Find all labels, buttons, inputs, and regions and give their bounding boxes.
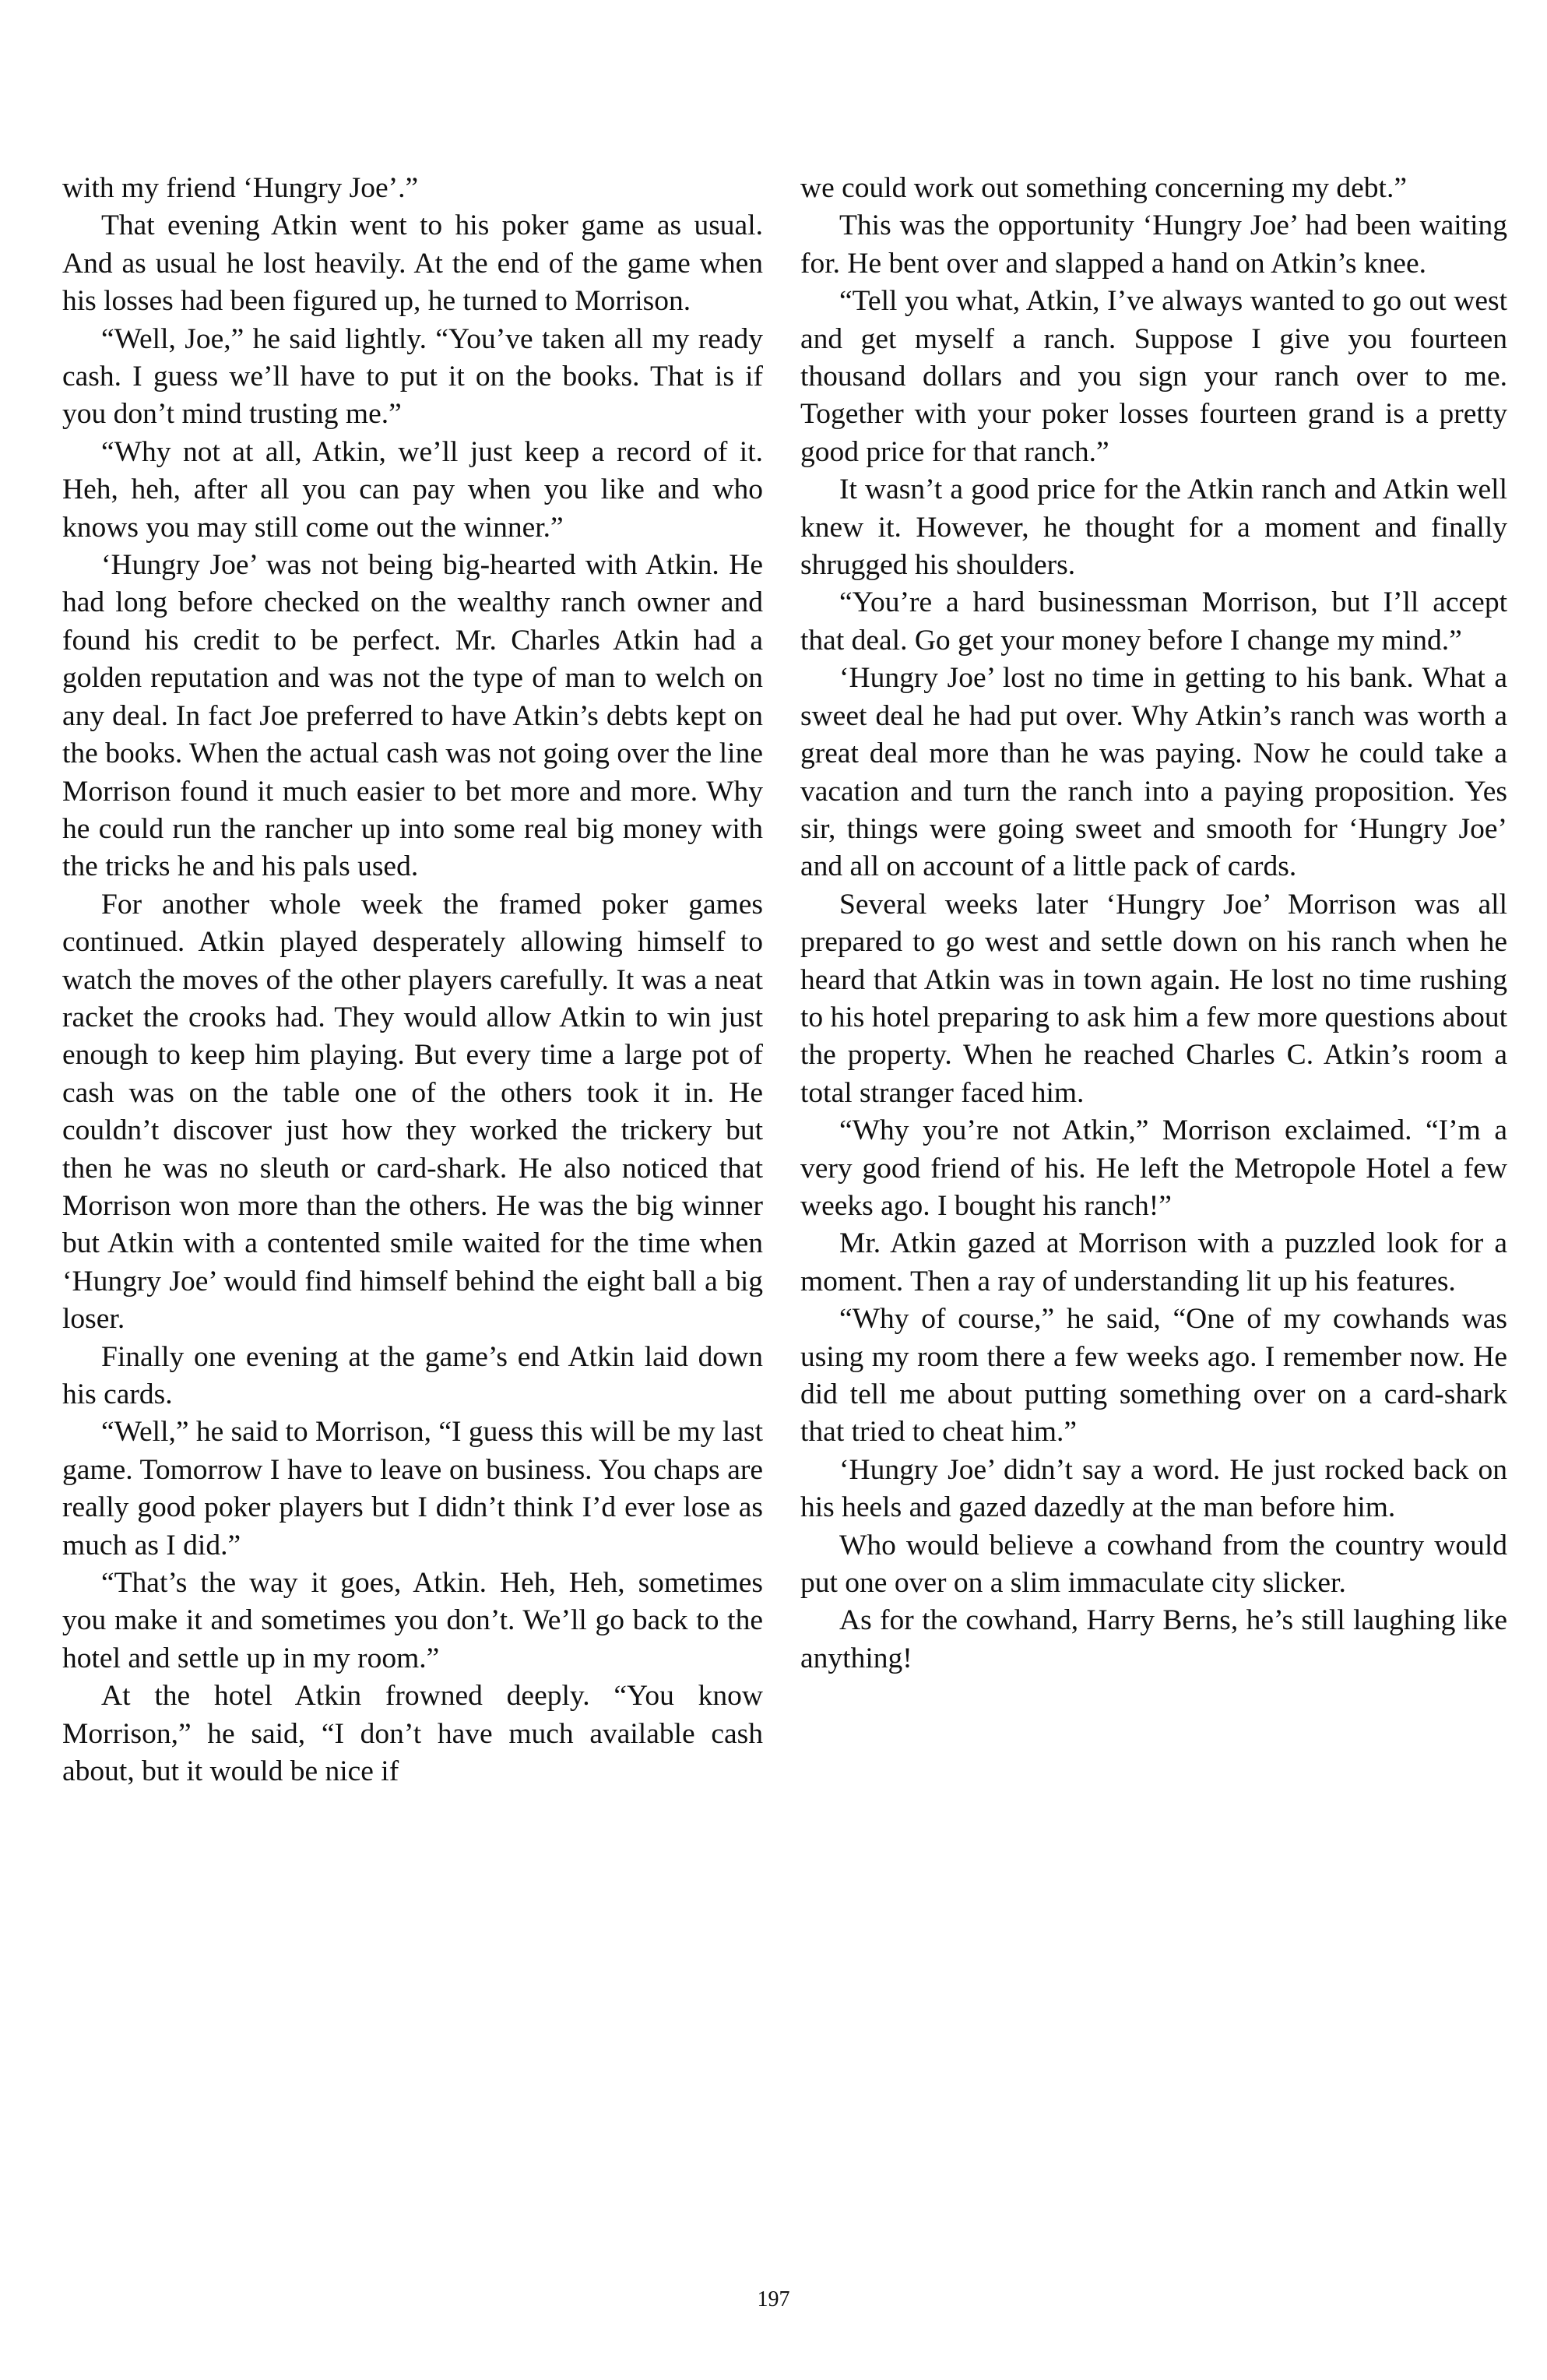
- paragraph: As for the cowhand, Harry Berns, he’s still laughing like anything!: [800, 1604, 1507, 1674]
- right-column: [800, 170, 1507, 1678]
- paragraph: “Why you’re not Atkin,” Morrison exclaimed. “I’m a very good friend of his. He left the Metropole Hotel a few weeks ago. I bought his ranch!”: [800, 1114, 1507, 1222]
- page-number: 197: [757, 2287, 790, 2311]
- paragraph: Finally one evening at the game’s end Atkin laid down his cards.: [62, 1340, 763, 1410]
- paragraph: “Well,” he said to Morrison, “I guess this will be my last game. Tomorrow I have to leave on business. You chaps are really good poker players but I didn’t think I’d ever lose as much as I did.”: [62, 1416, 763, 1561]
- paragraph: For another whole week the framed poker games continued. Atkin played desperately allowing himself to watch the moves of the other players carefully. It was a neat racket the crooks had. They would allow Atkin to win just enough to keep him playing. But every time a large pot of cash was on the table one of the others took it in. He couldn’t discover just how they worked the trickery but then he was no sleuth or card-shark. He also noticed that Morrison won more than the others. He was the big winner but Atkin with a contented smile waited for the time when ‘Hungry Joe’ would find himself behind the eight ball a big loser.: [62, 888, 763, 1336]
- paragraph: It wasn’t a good price for the Atkin ranch and Atkin well knew it. However, he thought for a moment and finally shrugged his shoulders.: [800, 474, 1507, 582]
- paragraph: Several weeks later ‘Hungry Joe’ Morrison was all prepared to go west and settle down on his ranch when he heard that Atkin was in town again. He lost no time rushing to his hotel preparing to ask him a few more questions about the property. When he reached Charles C. Atkin’s room a total stranger faced him.: [800, 888, 1507, 1109]
- left-column: [62, 170, 763, 1790]
- paragraph: “Why of course,” he said, “One of my cowhands was using my room there a few weeks ago. I remember now. He did tell me about putting something over on a card-shark that tried to cheat him.”: [800, 1303, 1507, 1449]
- paragraph: we could work out something concerning my debt.”: [800, 172, 1407, 204]
- paragraph: with my friend ‘Hungry Joe’.”: [62, 172, 419, 204]
- paragraph: ‘Hungry Joe’ didn’t say a word. He just rocked back on his heels and gazed dazedly at the man before him.: [800, 1453, 1507, 1524]
- paragraph: “Well, Joe,” he said lightly. “You’ve taken all my ready cash. I guess we’ll have to put it on the books. That is if you don’t mind trusting me.”: [62, 322, 763, 431]
- paragraph: ‘Hungry Joe’ lost no time in getting to his bank. What a sweet deal he had put over. Why Atkin’s ranch was worth a great deal more than he was paying. Now he could take a vacation and turn the ranch into a paying proposition. Yes sir, things were going sweet and smooth for ‘Hungry Joe’ and all on account of a little pack of cards.: [800, 662, 1507, 883]
- paragraph: That evening Atkin went to his poker game as usual. And as usual he lost heavily. At the end of the game when his losses had been figured up, he turned to Morrison.: [62, 209, 763, 318]
- paragraph: “Why not at all, Atkin, we’ll just keep a record of it. Heh, heh, after all you can pay when you like and who knows you may still come out the winner.”: [62, 435, 763, 544]
- paragraph: Mr. Atkin gazed at Morrison with a puzzled look for a moment. Then a ray of understanding lit up his features.: [800, 1227, 1507, 1297]
- paragraph: This was the opportunity ‘Hungry Joe’ had been waiting for. He bent over and slapped a hand on Atkin’s knee.: [800, 209, 1507, 280]
- paragraph: At the hotel Atkin frowned deeply. “You know Morrison,” he said, “I don’t have much available cash about, but it would be nice if: [62, 1680, 763, 1788]
- paragraph: “You’re a hard businessman Morrison, but I’ll accept that deal. Go get your money before I change my mind.”: [800, 586, 1507, 657]
- paragraph: “Tell you what, Atkin, I’ve always wanted to go out west and get myself a ranch. Suppose I give you fourteen thousand dollars and you sign your ranch over to me. Together with your poker losses fourteen grand is a pretty good price for that ranch.”: [800, 285, 1507, 468]
- paragraph: ‘Hungry Joe’ was not being big-hearted with Atkin. He had long before checked on the wealthy ranch owner and found his credit to be perfect. Mr. Charles Atkin had a golden reputation and was not the type of man to welch on any deal. In fact Joe preferred to have Atkin’s debts kept on the books. When the actual cash was not going over the line Morrison found it much easier to bet more and more. Why he could run the rancher up into some real big money with the tricks he and his pals used.: [62, 549, 763, 883]
- paragraph: Who would believe a cowhand from the country would put one over on a slim immaculate city slicker.: [800, 1529, 1507, 1600]
- paragraph: “That’s the way it goes, Atkin. Heh, Heh, sometimes you make it and sometimes you don’t. We’ll go back to the hotel and settle up in my room.”: [62, 1567, 763, 1674]
